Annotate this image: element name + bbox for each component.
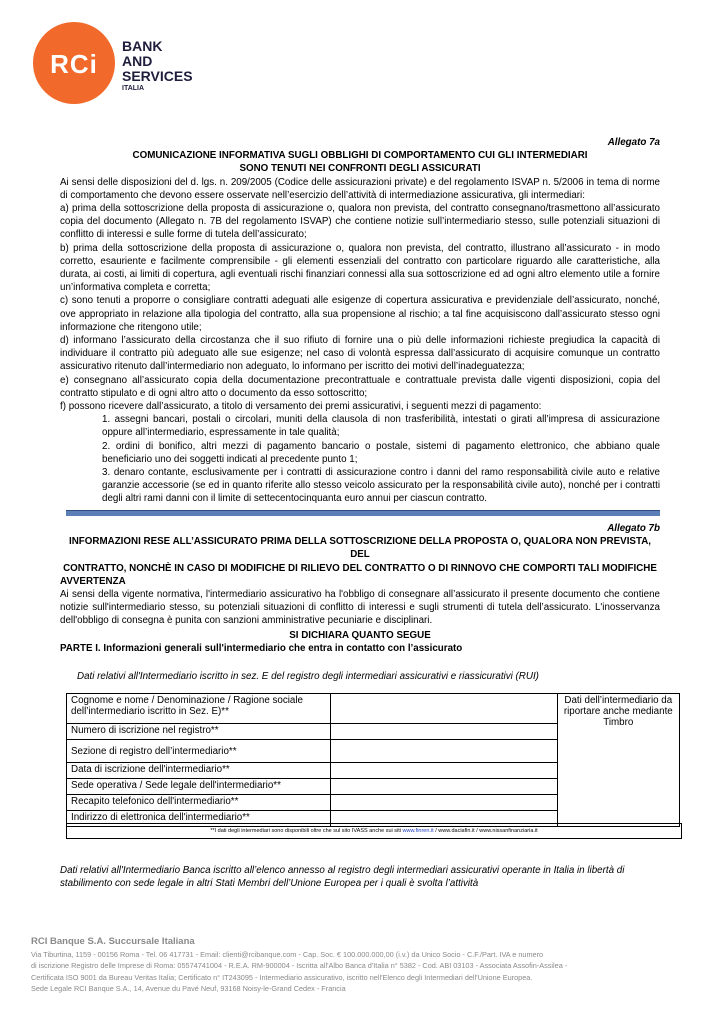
field-label: Numero di iscrizione nel registro** (67, 724, 331, 740)
rci-logo (33, 22, 115, 104)
field-label: Recapito telefonico dell'intermediario** (67, 795, 331, 811)
paragraph-d: d) informano l’assicurato della circostanza che il suo rifiuto di fornire una o più delle informazioni richieste pregiudica la capacità di individuare il contratto più adeguato alle sue esigenze; nel caso di volontà espressa dall’assicurato di acquisire comunque un contratto assicurativo ritenuto dall’intermediario non adeguato, lo informano per iscritto dei motivi dell’inadeguatezza; (60, 335, 660, 373)
avvertenza-text: Ai sensi della vigente normativa, l'intermediario assicurativo ha l'obbligo di consegnare all’assicurato il presente documento che contiene notizie sull'intermediario stesso, su potenziali situazioni di conflitto di interessi e sugli strumenti di tutela dell’assicurato. L'inosservanza dell'obbligo di consegna è punita con sanzioni amministrative pecuniarie e disciplinari. (60, 589, 660, 627)
field-value[interactable] (331, 763, 558, 779)
field-label: Sezione di registro dell’intermediario** (67, 740, 331, 763)
paragraph-b: b) prima della sottoscrizione della proposta di assicurazione o, qualora non prevista, del contratto, illustrano all’assicurato - in modo corretto, esauriente e facilmente comprensibile - gli elementi essenziali del contratto con particolare riguardo alle caratteristiche, alla durata, ai costi, ai limiti di copertura, agli eventuali rischi finanziari connessi alla sua sottoscrizione ed ad ogni altro elemento utile a fornire un’informativa completa e corretta; (60, 242, 660, 294)
allegato-7a-title-1: COMUNICAZIONE INFORMATIVA SUGLI OBBLIGHI DI COMPORTAMENTO CUI GLI INTERMEDIARI (132, 150, 588, 162)
dati-rui-caption: Dati relativi all'Intermediario iscritto in sez. E del registro degli intermediari assicurativi e riassicurativi (RUI) (77, 671, 539, 682)
allegato-7b-section (60, 522, 660, 628)
finren-link[interactable]: www.finren.it (402, 828, 434, 834)
footer-line: Sede Legale RCI Banque S.A., 14, Avenue du Pavé Neuf, 93168 Noisy-le-Grand Cedex - Francia (31, 983, 346, 993)
intermediary-table (66, 693, 680, 827)
footer-line: di iscrizione Registro delle Imprese di Roma: 05574741004 - R.E.A. RM-900004 - Iscritta all'Albo Banca d'Italia n° 5382 - Cod. ABI 03103 - Associata Assofin-Assilea - (31, 961, 568, 971)
dati-banca-caption: Dati relativi all'Intermediario Banca iscritto all’elenco annesso al registro degli intermediari assicurativi operante in Italia in libertà di stabilimento con sede legale in altri Stati Membri dell’Unione Europea per i quali è svolta l’attività (60, 865, 625, 890)
payment-item-3: 3. denaro contante, esclusivamente per i contratti di assicurazione contro i danni del ramo responsabilità civile auto e relative garanzie accessorie (se ed in quanto riferite allo stesso veicolo assicurato per la responsabilità civile auto), nonché per i contratti degli altri rami danni con il limite di settecentocinquanta euro annui per ciascun contratto. (102, 467, 660, 505)
footnote-box (66, 823, 682, 839)
field-value[interactable] (331, 779, 558, 795)
field-label: Indirizzo di elettronica dell'intermediario** (67, 811, 331, 827)
field-label: Data di iscrizione dell'intermediario** (67, 763, 331, 779)
footnote-sites: / www.daciafin.it / www.nissanfinanziaria.it (435, 828, 538, 834)
payment-item-2: 2. ordini di bonifico, altri mezzi di pagamento bancario o postale, sistemi di pagamento elettronico, che abbiano quale beneficiario uno dei soggetti indicati al precedente punto 1; (102, 440, 660, 465)
allegato-7a-title-2: SONO TENUTI NEI CONFRONTI DEGLI ASSICURATI (239, 163, 481, 175)
avvertenza-heading: AVVERTENZA (60, 575, 126, 587)
logo-text: RCi (50, 49, 98, 79)
field-label: Cognome e nome / Denominazione / Ragione sociale dell’intermediario iscritto in Sez. E)** (67, 694, 331, 724)
paragraph-c: c) sono tenuti a proporre o consigliare contratti adeguati alle esigenze di copertura assicurativa e previdenziale dell’assicurato, nonché, ove appropriato in relazione alla tipologia del contratto, alla sua propensione al rischio; a tal fine acquisiscono dall’assicurato stesso ogni informazione che ritengono utile; (60, 295, 660, 333)
field-value[interactable] (331, 724, 558, 740)
footer-title: RCI Banque S.A. Succursale Italiana (31, 936, 195, 947)
paragraph-e: e) consegnano all’assicurato copia della documentazione precontrattuale e contrattuale prevista dalle vigenti disposizioni, copia del contratto stipulato e di ogni altro atto o documento da esso sottoscritto; (60, 374, 660, 399)
field-value[interactable] (331, 795, 558, 811)
brand-line: SERVICES (122, 68, 193, 84)
parte-heading: PARTE I. Informazioni generali sull'intermediario che entra in contatto con l’assicurato (60, 643, 463, 655)
paragraph-a: a) prima della sottoscrizione della proposta di assicurazione o, qualora non prevista, del contratto consegnano/trasmettono all’assicurato copia del documento (Allegato n. 7B del regolamento ISVAP) che contiene notizie sull’intermediario stesso, sulle potenziali situazioni di conflitto di interessi e sulle forme di tutela dell’assicurato; (60, 203, 660, 241)
allegato-7b-label: Allegato 7b (607, 523, 660, 534)
brand-line: BANK (122, 38, 163, 54)
dichiara-section (60, 629, 660, 655)
field-value[interactable] (331, 694, 558, 724)
brand-sub: ITALIA (122, 85, 145, 92)
dichiara-heading: SI DICHIARA QUANTO SEGUE (289, 630, 431, 641)
payment-item-1: 1. assegni bancari, postali o circolari, muniti della clausola di non trasferibilità, intestati o girati all’impresa di assicurazione oppure all’intermediario, espressamente in tale qualità; (102, 414, 660, 439)
allegato-7a-section (60, 136, 660, 506)
footnote-text: **I dati degli intermediari sono disponibili oltre che sul sito IVASS anche sui siti (210, 828, 401, 834)
footer-line: Certificata ISO 9001 da Bureau Veritas Italia; Certificato n° IT243095 - Intermediario assicurativo, iscritto nell'Elenco degli Intermediari dell'Unione Europea. (31, 972, 533, 982)
allegato-7b-title-1: INFORMAZIONI RESE ALL’ASSICURATO PRIMA DELLA SOTTOSCRIZIONE DELLA PROPOSTA O, QUALORA NON PREVISTA, DEL (68, 536, 652, 561)
brand-name (122, 39, 193, 93)
intro-paragraph: Ai sensi delle disposizioni del d. lgs. n. 209/2005 (Codice delle assicurazioni private) e del regolamento ISVAP n. 5/2006 in tema di norme di comportamento che devono essere osservate nell’esercizio dell’attività di intermediazione assicurativa, gli intermediari: (60, 176, 660, 201)
section-divider (66, 510, 660, 516)
paragraph-f: f) possono ricevere dall’assicurato, a titolo di versamento dei premi assicurativi, i seguenti mezzi di pagamento: (60, 401, 542, 413)
allegato-7a-label: Allegato 7a (607, 137, 660, 148)
allegato-7b-title-2: CONTRATTO, NONCHÈ IN CASO DI MODIFICHE DI RILIEVO DEL CONTRATTO O DI RINNOVO CHE COMPORTI TALI MODIFICHE (63, 562, 657, 574)
page-footer (31, 936, 701, 994)
footer-line: Via Tiburtina, 1159 - 00156 Roma - Tel. 06 417731 - Email: clienti@rcibanque.com - Cap. Soc. € 100.000.000,00 (i.v.) da Unico Socio - C.F./Part. IVA e numero (31, 950, 544, 960)
table-row (67, 694, 680, 724)
field-value[interactable] (331, 740, 558, 763)
field-label: Sede operativa / Sede legale dell'intermediario** (67, 779, 331, 795)
timbro-cell[interactable]: Dati dell’intermediario da riportare anche mediante Timbro (557, 694, 679, 827)
brand-line: AND (122, 53, 153, 69)
